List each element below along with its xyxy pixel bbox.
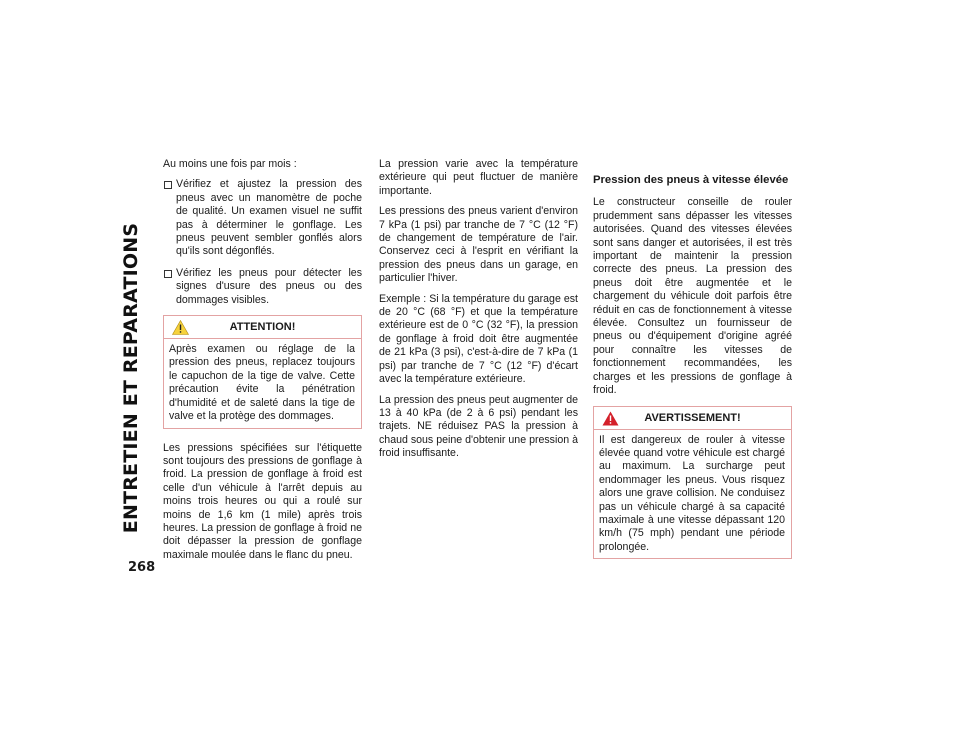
section-heading: Pression des pneus à vitesse élevée — [593, 174, 789, 186]
warning-box — [593, 406, 792, 560]
high-speed-paragraph: Le constructeur conseille de rouler prudemment sans dépasser les vitesses autorisées. Quand des vitesses élevées sont sans danger et autorisées, il est très important de maintenir la pression correcte des pneus. La pression des pneus doit être augmentée et le chargement du véhicule doit parfois être réduit en cas de fonctionnement à vitesse élevée. Consultez un fournisseur de pneus ou d'équipement d'origine agréé pour connaître les vitesses de fonctionnement recommandées, les charges et les pressions de gonflage à froid. — [593, 196, 792, 397]
bullet-text: Vérifiez les pneus pour détecter les signes d'usure des pneus ou des dommages visibles. — [176, 266, 362, 306]
attention-box — [163, 315, 362, 428]
paragraph: La pression des pneus peut augmenter de 13 à 40 kPa (de 2 à 6 psi) pendant les trajets. NE réduisez PAS la pression à chaud sous peine d'obtenir une pression à froid insuffisante. — [379, 393, 578, 460]
checkbox-bullet-icon — [164, 270, 172, 278]
attention-header — [164, 316, 361, 339]
warning-body: Il est dangereux de rouler à vitesse élevée quand votre véhicule est chargé au maximum. La surcharge peut endommager les pneus. Vous risquez alors une grave collision. Ne conduisez pas un véhicule chargé à sa capacité maximale à une vitesse dépassant 120 km/h (75 mph) pendant une période prolongée. — [599, 433, 785, 553]
column-3 — [593, 174, 792, 572]
warning-header — [594, 407, 791, 430]
column-2 — [379, 158, 578, 468]
column-1 — [163, 158, 362, 569]
paragraph: Exemple : Si la température du garage est de 20 °C (68 °F) et que la température extérieure est de 0 °C (32 °F), la pression de gonflage à froid doit être augmentée de 21 kPa (3 psi), c'est-à-dire de 7 kPa (1 psi) par tranche de 7 °C (12 °F) d'écart avec la température extérieure. — [379, 292, 578, 386]
cold-pressure-paragraph: Les pressions spécifiées sur l'étiquette sont toujours des pressions de gonflage à froid. La pression de gonflage à froid est celle d'un véhicule à l'arrêt depuis au moins trois heures ou qui a roulé sur moins de 1,6 km (1 mile) après trois heures. La pression de gonflage à froid ne doit dépasser la pression de gonflage maximale moulée dans le flanc du pneu. — [163, 441, 362, 561]
warning-title: AVERTISSEMENT! — [644, 411, 741, 424]
intro-text: Au moins une fois par mois : — [163, 158, 297, 170]
paragraph: Les pressions des pneus varient d'environ 7 kPa (1 psi) par tranche de 7 °C (12 °F) de changement de température de l'air. Conservez ceci à l'esprit en vérifiant la pression des pneus dans un garage, en particulier l'hiver. — [379, 205, 578, 285]
bullet-item — [163, 178, 362, 258]
warning-triangle-icon — [602, 411, 619, 426]
attention-title: ATTENTION! — [229, 321, 296, 334]
bullet-text: Vérifiez et ajustez la pression des pneus avec un manomètre de poche de qualité. Un examen visuel ne suffit pas à déterminer le gonflage. Les pneus peuvent sembler gonflés alors qu'ils sont dégonflés. — [176, 178, 362, 258]
checkbox-bullet-icon — [164, 181, 172, 189]
page-number: 268 — [128, 560, 156, 575]
attention-body: Après examen ou réglage de la pression des pneus, replacez toujours le capuchon de la tige de valve. Cette précaution évite la pénétration d'humidité et de saleté dans la tige de valve et la protège des dommages. — [169, 343, 355, 423]
paragraph: La pression varie avec la température extérieure qui peut fluctuer de manière importante. — [379, 158, 578, 197]
bullet-item — [163, 267, 362, 307]
section-title: ENTRETIEN ET REPARATIONS — [120, 222, 142, 534]
caution-triangle-icon — [172, 320, 189, 335]
